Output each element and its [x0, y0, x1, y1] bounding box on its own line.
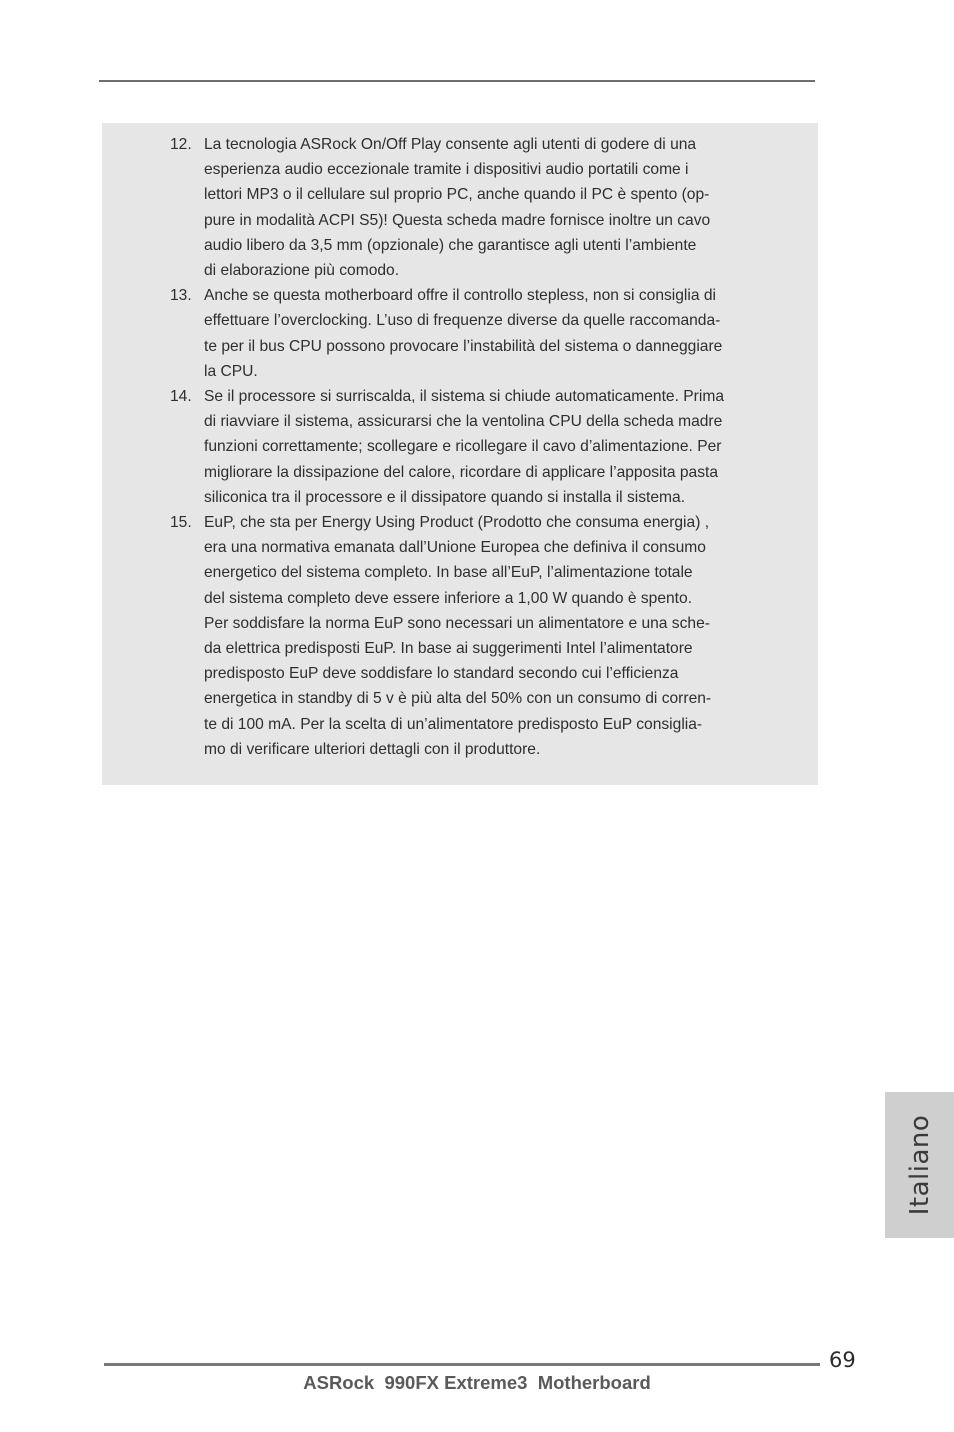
note-line: di elaborazione più comodo.: [204, 262, 400, 280]
note-line: energetico del sistema completo. In base all’EuP, l’alimentazione totale: [204, 564, 693, 582]
footer-divider: [104, 1363, 820, 1366]
note-number: 14.: [170, 388, 192, 406]
note-line: Per soddisfare la norma EuP sono necessari un alimentatore e una sche-: [204, 614, 710, 632]
footer-title: ASRock 990FX Extreme3 Motherboard: [303, 1372, 651, 1393]
note-line: pure in modalità ACPI S5)! Questa scheda madre fornisce inoltre un cavo: [204, 211, 711, 229]
note-line: te per il bus CPU possono provocare l’instabilità del sistema o danneggiare: [204, 337, 723, 355]
note-line: Anche se questa motherboard offre il controllo stepless, non si consiglia di: [204, 287, 716, 305]
page-number: 69: [829, 1348, 856, 1372]
note-line: mo di verificare ulteriori dettagli con il produttore.: [204, 740, 541, 758]
note-line: la CPU.: [204, 362, 258, 380]
notes-panel: [102, 123, 818, 785]
note-line: effettuare l’overclocking. L’uso di frequenze diverse da quelle raccomanda-: [204, 312, 721, 330]
language-side-tab: [885, 1092, 954, 1238]
note-line: energetica in standby di 5 v è più alta del 50% con un consumo di corren-: [204, 690, 712, 708]
note-line: siliconica tra il processore e il dissipatore quando si installa il sistema.: [204, 488, 686, 506]
note-line: esperienza audio eccezionale tramite i dispositivi audio portatili come i: [204, 161, 689, 179]
note-item-13: [170, 283, 770, 384]
note-line: migliorare la dissipazione del calore, ricordare di applicare l’apposita pasta: [204, 463, 718, 481]
note-line: del sistema completo deve essere inferiore a 1,00 W quando è spento.: [204, 589, 693, 607]
note-line: funzioni correttamente; scollegare e ricollegare il cavo d’alimentazione. Per: [204, 438, 722, 456]
note-number: 15.: [170, 514, 192, 532]
note-line: EuP, che sta per Energy Using Product (Prodotto che consuma energia) ,: [204, 514, 710, 532]
note-line: di riavviare il sistema, assicurarsi che la ventolina CPU della scheda madre: [204, 413, 723, 431]
note-number: 12.: [170, 136, 192, 153]
note-number: 13.: [170, 287, 192, 305]
language-label: Italiano: [904, 1114, 935, 1216]
note-line: predisposto EuP deve soddisfare lo standard secondo cui l’efficienza: [204, 665, 679, 683]
header-divider: [99, 80, 815, 82]
note-line: lettori MP3 o il cellulare sul proprio PC, anche quando il PC è spento (op-: [204, 186, 710, 204]
notes-list: [170, 132, 770, 762]
note-line: La tecnologia ASRock On/Off Play consente agli utenti di godere di una: [204, 136, 697, 153]
note-line: da elettrica predisposti EuP. In base ai suggerimenti Intel l’alimentatore: [204, 640, 693, 658]
note-line: Se il processore si surriscalda, il sistema si chiude automaticamente. Prima: [204, 388, 724, 406]
note-line: era una normativa emanata dall’Unione Europea che definiva il consumo: [204, 539, 706, 557]
note-line: audio libero da 3,5 mm (opzionale) che garantisce agli utenti l’ambiente: [204, 236, 697, 254]
note-line: te di 100 mA. Per la scelta di un’alimentatore predisposto EuP consiglia-: [204, 715, 703, 733]
note-item-14: [170, 384, 770, 510]
note-item-15: [170, 510, 770, 762]
note-item-12: [170, 132, 770, 283]
